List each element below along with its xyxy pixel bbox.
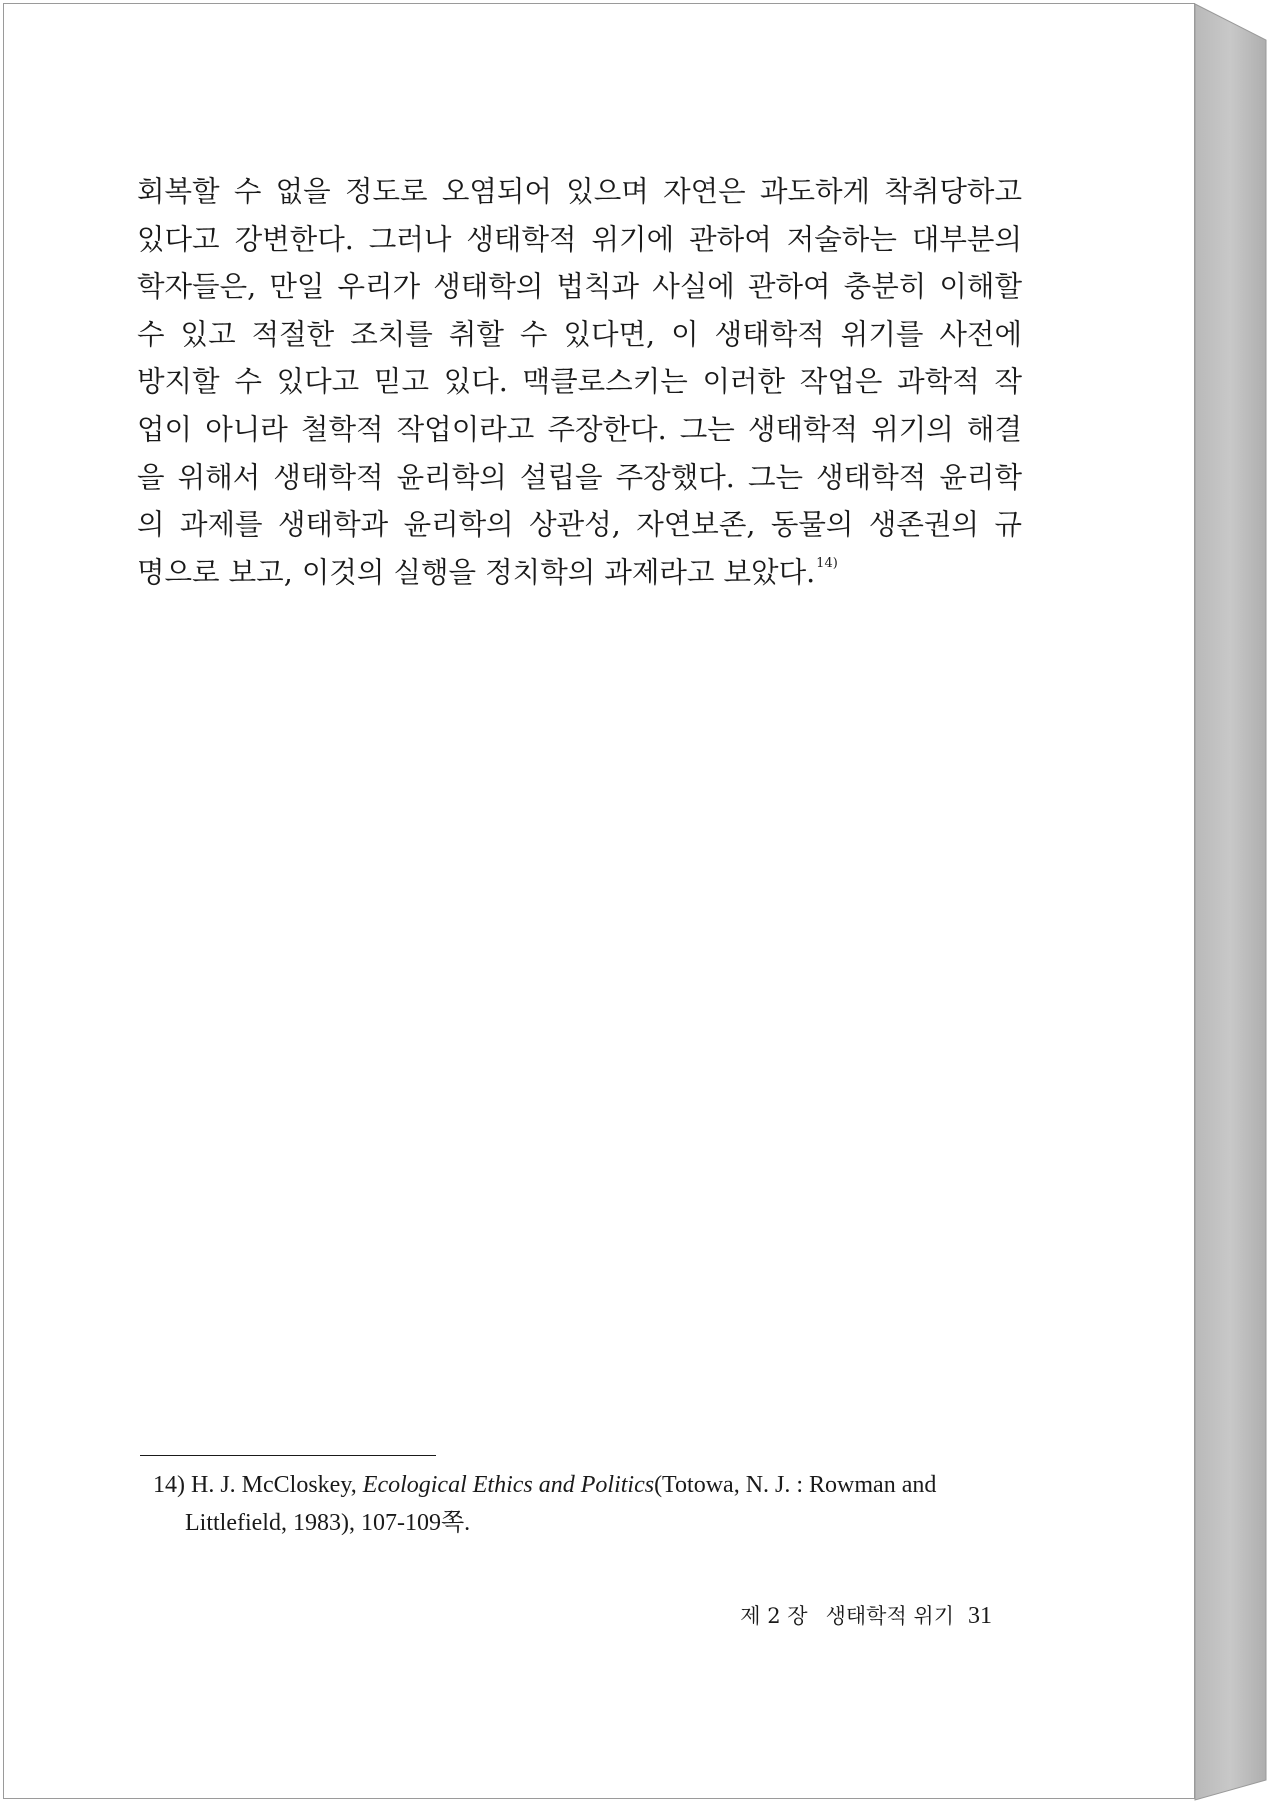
page-number: 31	[968, 1603, 992, 1629]
footnote	[153, 1466, 1021, 1542]
footnote-separator	[140, 1455, 436, 1456]
body-line: 업이 아니라 철학적 작업이라고 주장한다. 그는 생태학적 위기의 해결	[137, 412, 1022, 446]
chapter-title: 생태학적 위기	[825, 1604, 954, 1628]
running-footer	[702, 1600, 992, 1632]
footnote-line-2: Littlefield, 1983), 107-109쪽.	[185, 1510, 471, 1536]
body-line: 있다고 강변한다. 그러나 생태학적 위기에 관하여 저술하는 대부분의	[137, 222, 1022, 256]
body-last-line	[137, 549, 1022, 597]
footnote-number: 14)	[153, 1472, 185, 1498]
body-line: 을 위해서 생태학적 윤리학의 설립을 주장했다. 그는 생태학적 윤리학	[137, 460, 1022, 494]
body-line: 의 과제를 생태학과 윤리학의 상관성, 자연보존, 동물의 생존권의 규	[137, 508, 1022, 542]
body-line: 수 있고 적절한 조치를 취할 수 있다면, 이 생태학적 위기를 사전에	[137, 317, 1022, 351]
footnote-line-1	[153, 1466, 1021, 1504]
body-line: 회복할 수 없을 정도로 오염되어 있으며 자연은 과도하게 착취당하고	[137, 175, 1022, 208]
body-line: 방지할 수 있다고 믿고 있다. 맥클로스키는 이러한 작업은 과학적 작	[137, 365, 1022, 399]
footnote-reference[interactable]: 14)	[816, 555, 838, 571]
chapter-label: 제 2 장	[740, 1604, 808, 1628]
body-paragraph	[137, 168, 1022, 596]
body-line: 학자들은, 만일 우리가 생태학의 법칙과 사실에 관하여 충분히 이해할	[137, 270, 1022, 304]
footnote-publication: (Totowa, N. J. : Rowman and	[654, 1472, 937, 1498]
footnote-title: Ecological Ethics and Politics	[362, 1472, 655, 1498]
footnote-author: H. J. McCloskey,	[191, 1472, 357, 1498]
body-line: 명으로 보고, 이것의 실행을 정치학의 과제라고 보았다.	[137, 555, 816, 589]
